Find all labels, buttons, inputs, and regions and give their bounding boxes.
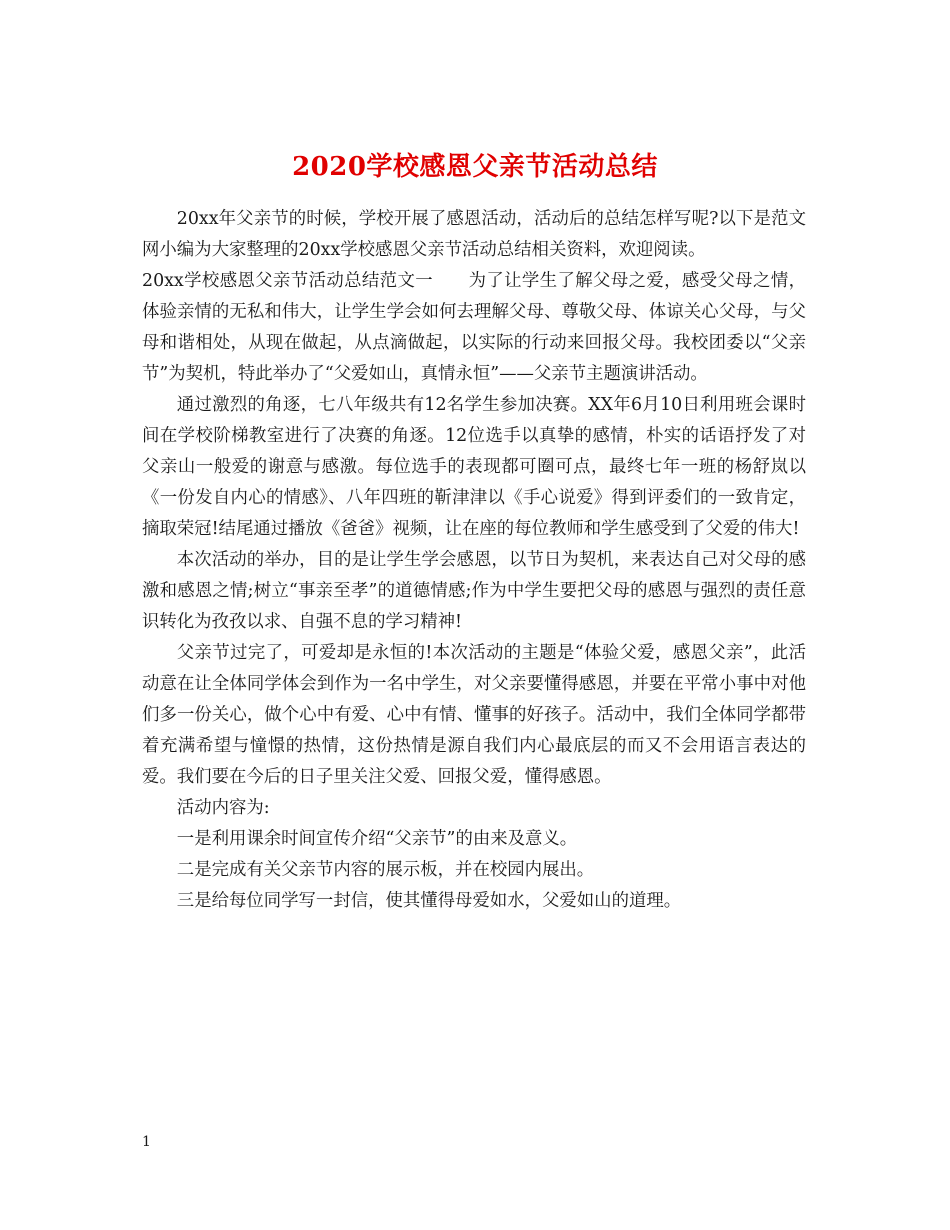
page-number: 1 xyxy=(142,1134,151,1150)
document-title: 2020学校感恩父亲节活动总结 xyxy=(292,152,658,183)
paragraph-competition: 通过激烈的角逐，七八年级共有12名学生参加决赛。XX年6月10日利用班会课时间在学校阶梯教室进行了决赛的角逐。12位选手以真挚的感情，朴实的话语抒发了对父亲山一般爱的谢意与感激。每位选手的表现都可圈可点，最终七年一班的杨舒岚以《一份发自内心的情感》、八年四班的靳津津以《手心说爱》得到评委们的一致肯定，摘取荣冠!结尾通过播放《爸爸》视频，让在座的每位教师和学生感受到了父爱的伟大! xyxy=(142,395,806,539)
list-item-one: 一是利用课余时间宣传介绍“父亲节”的由来及意义。 xyxy=(176,829,578,849)
paragraph-sample-one: 20xx学校感恩父亲节活动总结范文一 为了让学生了解父母之爱，感受父母之情，体验亲情的无私和伟大，让学生学会如何去理解父母、尊敬父母、体谅关心父母，与父母和谐相处，从现在做起，从点滴做起，以实际的行动来回报父母。我校团委以“父亲节”为契机，特此举办了“父爱如山，真情永恒”——父亲节主题演讲活动。 xyxy=(142,271,806,384)
paragraph-content-heading: 活动内容为: xyxy=(176,798,270,818)
paragraph-theme: 父亲节过完了，可爱却是永恒的!本次活动的主题是“体验父爱，感恩父亲”，此活动意在让全体同学体会到作为一名中学生，对父亲要懂得感恩，并要在平常小事中对他们多一份关心，做个心中有爱、心中有情、懂事的好孩子。活动中，我们全体同学都带着充满希望与憧憬的热情，这份热情是源自我们内心最底层的而又不会用语言表达的爱。我们要在今后的日子里关注父爱、回报父爱，懂得感恩。 xyxy=(142,643,806,787)
paragraph-purpose: 本次活动的举办，目的是让学生学会感恩，以节日为契机，来表达自己对父母的感激和感恩之情;树立“事亲至孝”的道德情感;作为中学生要把父母的感恩与强烈的责任意识转化为孜孜以求、自强不息的学习精神! xyxy=(142,550,806,632)
list-item-three: 三是给每位同学写一封信，使其懂得母爱如水，父爱如山的道理。 xyxy=(176,891,682,911)
document-body xyxy=(142,204,806,917)
paragraph-intro: 20xx年父亲节的时候，学校开展了感恩活动，活动后的总结怎样写呢?以下是范文网小编为大家整理的20xx学校感恩父亲节活动总结相关资料，欢迎阅读。 xyxy=(142,209,806,260)
list-item-two: 二是完成有关父亲节内容的展示板，并在校园内展出。 xyxy=(176,860,595,880)
